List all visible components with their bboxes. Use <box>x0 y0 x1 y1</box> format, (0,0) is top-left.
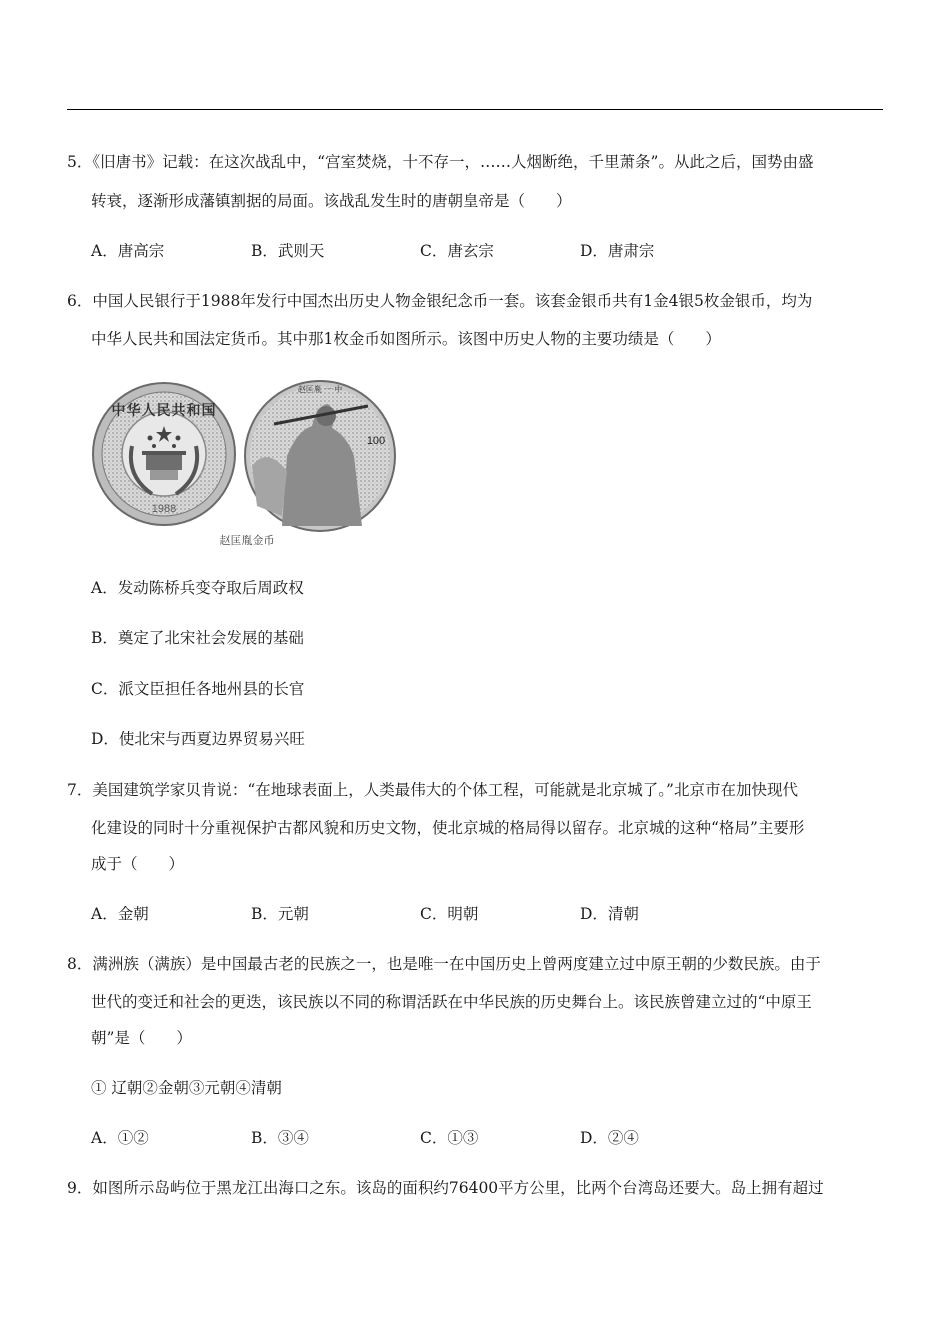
coin-value: 100 <box>366 435 386 447</box>
svg-text:1988: 1988 <box>151 503 177 515</box>
coin-back <box>245 381 395 531</box>
q7-option-a[interactable]: A．金朝 <box>91 905 149 923</box>
q8-line-2: 世代的变迁和社会的更迭，该民族以不同的称谓活跃在中华民族的历史舞台上。该民族曾建立过的“中原王 <box>91 993 812 1011</box>
q7-option-d[interactable]: D．清朝 <box>580 905 639 923</box>
q8-option-b[interactable]: B．③④ <box>251 1129 309 1147</box>
q6-line-1: 6．中国人民银行于1988年发行中国杰出历史人物金银纪念币一套。该套金银币共有1金4银5枚金银币，均为 <box>67 292 813 310</box>
coin-caption: 赵匡胤金币 <box>219 534 275 547</box>
q5-line-1: 5．《旧唐书》记载：在这次战乱中，“宫室焚烧，十不存一，……人烟断绝，千里萧条”。从此之后，国势由盛 <box>67 153 814 171</box>
q7-option-c[interactable]: C．明朝 <box>420 905 479 923</box>
q5-option-b[interactable]: B．武则天 <box>251 242 325 260</box>
q5-option-d[interactable]: D．唐肃宗 <box>580 242 655 260</box>
q8-option-a[interactable]: A．①② <box>91 1129 149 1147</box>
coin-figure <box>92 376 412 551</box>
q8-option-d[interactable]: D．②④ <box>580 1129 639 1147</box>
q7-line-2: 化建设的同时十分重视保护古都风貌和历史文物，使北京城的格局得以留存。北京城的这种“格局”主要形 <box>91 819 805 837</box>
q6-option-d[interactable]: D．使北宋与西夏边界贸易兴旺 <box>91 730 305 748</box>
q8-line-1: 8．满洲族（满族）是中国最古老的民族之一，也是唯一在中国历史上曾两度建立过中原王朝的少数民族。由于 <box>67 955 821 973</box>
q6-option-b[interactable]: B．奠定了北宋社会发展的基础 <box>91 629 304 647</box>
q9-line-1: 9．如图所示岛屿位于黑龙江出海口之东。该岛的面积约76400平方公里，比两个台湾岛还要大。岛上拥有超过 <box>67 1179 824 1197</box>
q6-option-a[interactable]: A．发动陈桥兵变夺取后周政权 <box>91 579 304 597</box>
q5-option-c[interactable]: C．唐玄宗 <box>420 242 494 260</box>
q7-line-3: 成于（ ） <box>91 855 185 873</box>
q6-line-2: 中华人民共和国法定货币。其中那1枚金币如图所示。该图中历史人物的主要功绩是（ ） <box>91 330 721 348</box>
q7-option-b[interactable]: B．元朝 <box>251 905 309 923</box>
q5-line-2: 转衰，逐渐形成藩镇割据的局面。该战乱发生时的唐朝皇帝是（ ） <box>91 192 572 210</box>
q8-option-c[interactable]: C．①③ <box>420 1129 479 1147</box>
q8-choices: ① 辽朝②金朝③元朝④清朝 <box>91 1079 282 1097</box>
q6-option-c[interactable]: C．派文臣担任各地州县的长官 <box>91 680 305 698</box>
coin-image <box>92 376 412 551</box>
q5-option-a[interactable]: A．唐高宗 <box>91 242 165 260</box>
coin-front-text: 中华人民共和国 <box>111 402 217 418</box>
svg-text:赵匡胤 一 中: 赵匡胤 一 中 <box>297 385 343 394</box>
q8-line-3: 朝”是（ ） <box>91 1029 192 1047</box>
q7-line-1: 7．美国建筑学家贝肯说：“在地球表面上，人类最伟大的个体工程，可能就是北京城了。”北京市在加快现代 <box>67 781 798 799</box>
header-rule <box>67 109 883 110</box>
coin-front <box>93 383 235 525</box>
